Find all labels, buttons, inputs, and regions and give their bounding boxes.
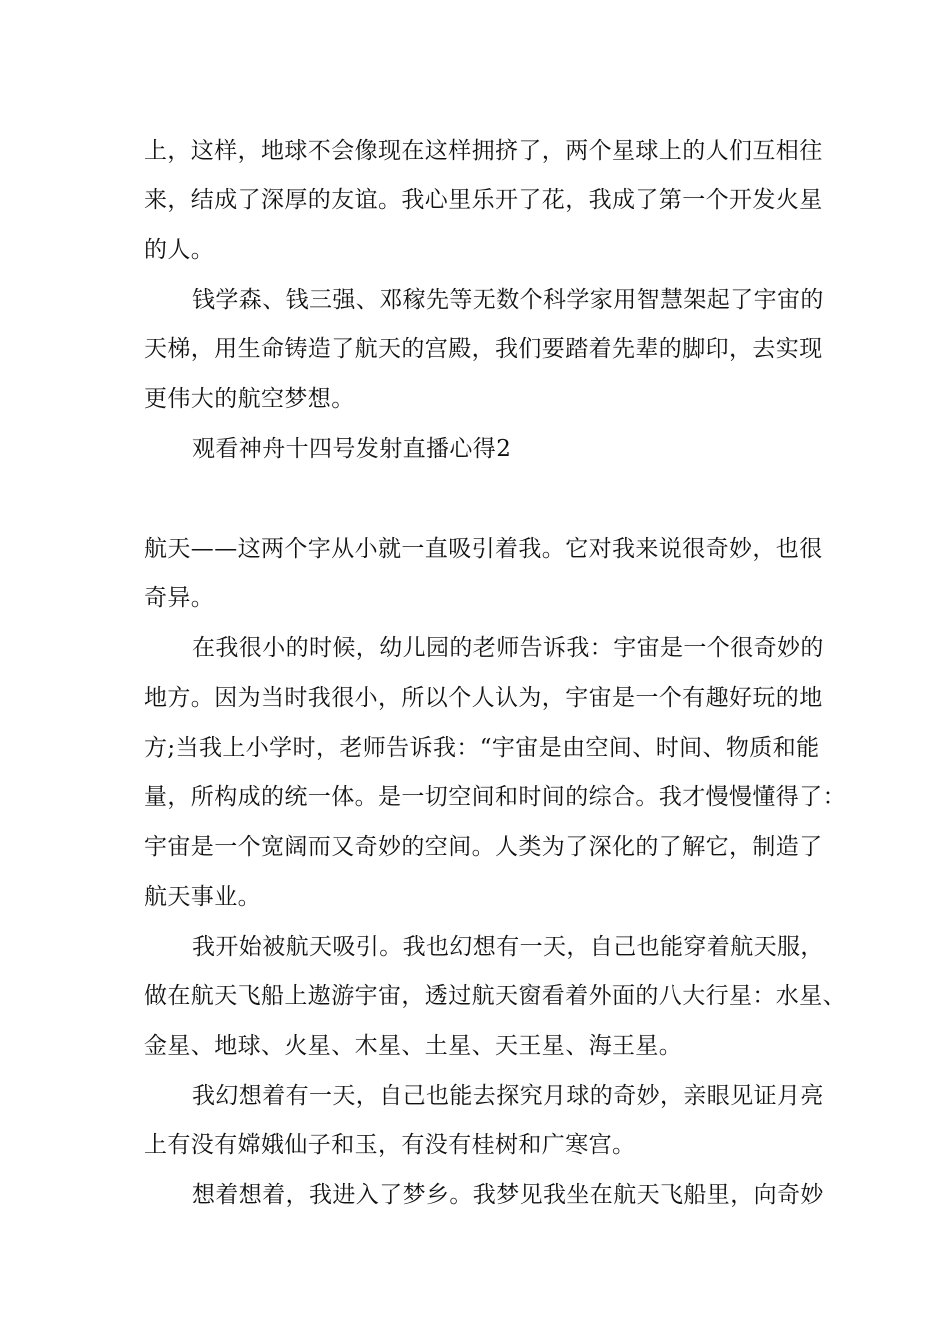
text-line: 来，结成了深厚的友谊。我心里乐开了花，我成了第一个开发火星 [144, 187, 823, 213]
text-line: 的人。 [144, 237, 215, 263]
text-line: 上，这样，地球不会像现在这样拥挤了，两个星球上的人们互相往 [144, 138, 823, 164]
text-line: 上有没有嫦娥仙子和玉，有没有桂树和广寒宫。 [144, 1132, 636, 1158]
text-line: 在我很小的时候，幼儿园的老师告诉我：宇宙是一个很奇妙的 [192, 635, 824, 661]
text-line: 航天——这两个字从小就一直吸引着我。它对我来说很奇妙，也很 [144, 536, 823, 562]
text-line: 航天事业。 [144, 884, 261, 910]
text-line: 宇宙是一个宽阔而又奇妙的空间。人类为了深化的了解它，制造了 [144, 834, 823, 860]
text-line: 做在航天飞船上遨游宇宙，透过航天窗看着外面的八大行星：水星、 [144, 983, 846, 1009]
text-line: 钱学森、钱三强、邓稼先等无数个科学家用智慧架起了宇宙的 [192, 287, 824, 313]
text-line: 量，所构成的统一体。是一切空间和时间的综合。我才慢慢懂得了： [144, 784, 846, 810]
text-line: 我开始被航天吸引。我也幻想有一天，自己也能穿着航天服， [192, 934, 824, 960]
text-line: 奇异。 [144, 585, 215, 611]
section-heading: 观看神舟十四号发射直播心得2 [192, 436, 512, 462]
text-line: 天梯，用生命铸造了航天的宫殿，我们要踏着先辈的脚印，去实现 [144, 336, 823, 362]
text-line: 想着想着，我进入了梦乡。我梦见我坐在航天飞船里，向奇妙 [192, 1182, 824, 1208]
text-line: 方;当我上小学时，老师告诉我：“宇宙是由空间、时间、物质和能 [144, 735, 820, 761]
text-line: 我幻想着有一天，自己也能去探究月球的奇妙，亲眼见证月亮 [192, 1083, 824, 1109]
text-line: 地方。因为当时我很小，所以个人认为，宇宙是一个有趣好玩的地 [144, 685, 823, 711]
text-line: 金星、地球、火星、木星、土星、天王星、海王星。 [144, 1033, 683, 1059]
text-line: 更伟大的航空梦想。 [144, 386, 355, 412]
